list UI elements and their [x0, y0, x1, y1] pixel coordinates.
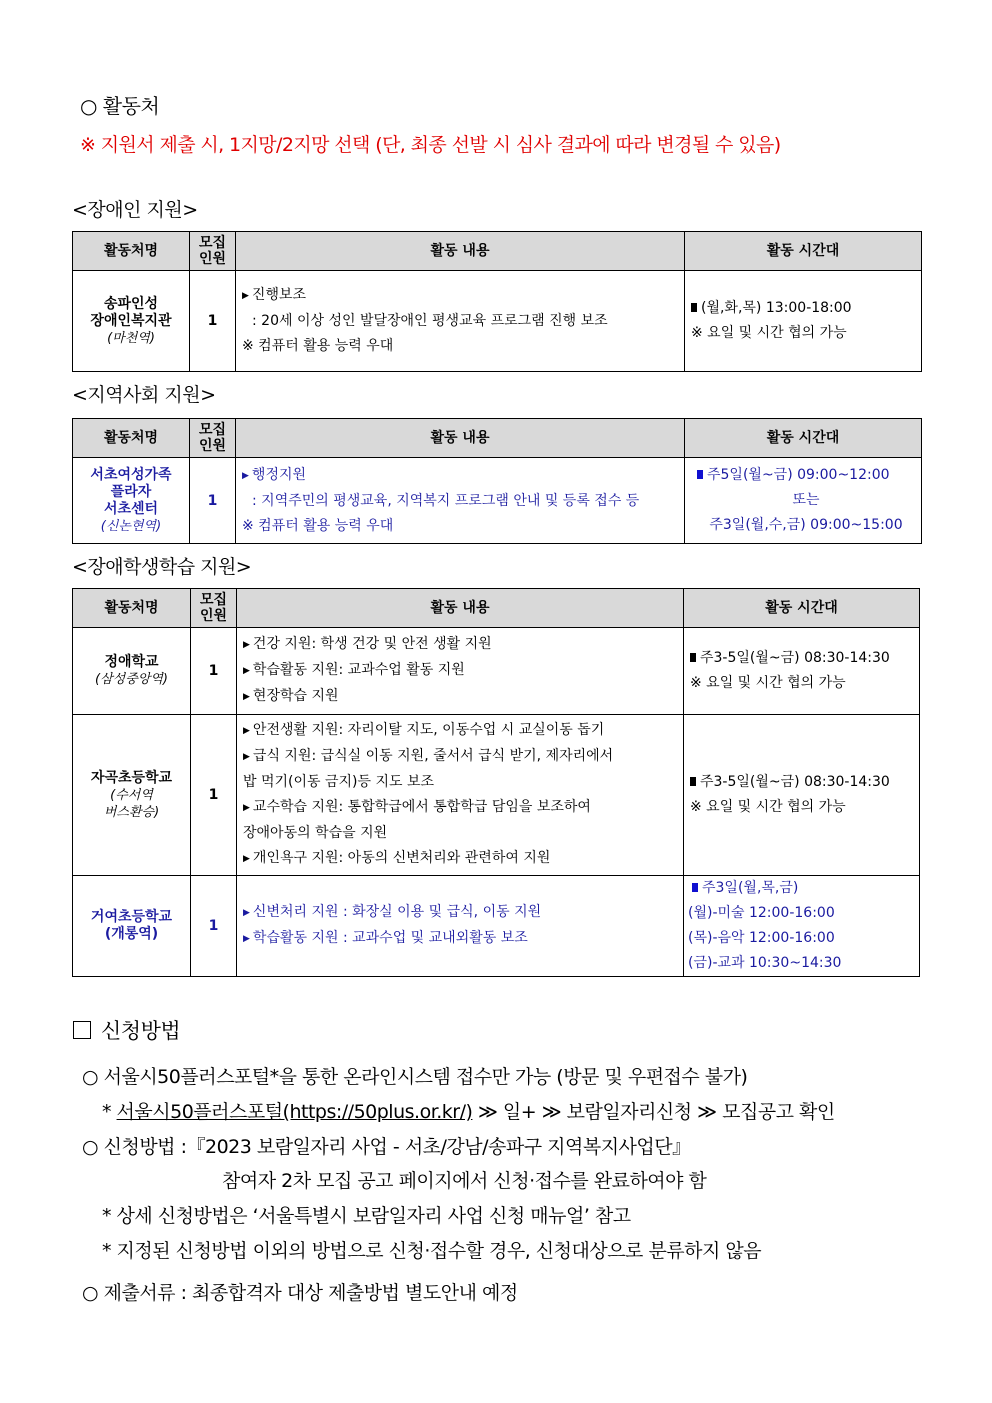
table-community-support: [72, 418, 922, 544]
table-row: [73, 628, 920, 715]
header-name: 활동처명: [73, 589, 191, 628]
portal-link[interactable]: 서울시50플러스포털(https://50plus.or.kr/): [116, 1101, 473, 1123]
activity-time: (월,화,목) 13:00-18:00 ※ 요일 및 시간 협의 가능: [685, 271, 922, 372]
apply-line-documents: ○ 제출서류 : 최종합격자 대상 제출방법 별도안내 예정: [82, 1282, 518, 1304]
triangle-bullet-icon: ▶: [243, 640, 250, 650]
station: (신논현역): [100, 518, 162, 534]
table-header-row: [73, 232, 922, 271]
activity-content: ▶ 건강 지원: 학생 건강 및 안전 생활 지원 ▶ 학습활동 지원: 교과수업 활동 지원 ▶ 현장학습 지원: [237, 628, 684, 715]
site-name: 거여초등학교 (개롱역): [73, 876, 191, 977]
apply-line-manual-note: * 상세 신청방법은 ‘서울특별시 보람일자리 사업 신청 매뉴얼’ 참고: [102, 1205, 631, 1227]
activity-content: ▶ 안전생활 지원: 자리이탈 지도, 이동수업 시 교실이동 돕기 ▶ 급식 지원: 급식실 이동 지원, 줄서서 급식 받기, 제자리에서 밥 먹기(이동 금지)등 지도 보조 ▶ 교수학습 지원: 통합학급에서 통합학급 담임을 보조하여 장애아동의 학습을 지원 ▶ 개인욕구 지원: 아동의 신변처리와 관련하여 지원: [237, 715, 684, 876]
table-student-learning-support: [72, 588, 920, 977]
apply-line-online-only: ○ 서울시50플러스포털*을 통한 온라인시스템 접수만 가능 (방문 및 우편접수 불가): [82, 1066, 748, 1088]
header-count: 모집 인원: [190, 419, 236, 458]
recruit-count: 1: [191, 876, 237, 977]
site-name: 자곡초등학교 (수서역 버스환승): [73, 715, 191, 876]
triangle-bullet-icon: ▶: [243, 934, 250, 944]
triangle-bullet-icon: ▶: [242, 470, 249, 481]
square-bullet-icon: [697, 470, 703, 479]
apply-line-portal-path: * 서울시50플러스포털(https://50plus.or.kr/) ≫ 일+ ≫ 보람일자리신청 ≫ 모집공고 확인: [102, 1101, 835, 1123]
recruit-count: 1: [190, 271, 236, 372]
site-name: 서초여성가족 플라자 서초센터 (신논현역): [73, 458, 190, 544]
square-bullet-icon: [691, 303, 697, 312]
header-time: 활동 시간대: [685, 232, 922, 271]
header-count: 모집 인원: [190, 232, 236, 271]
recruit-count: 1: [191, 628, 237, 715]
header-name: 활동처명: [73, 419, 190, 458]
recruit-count: 1: [191, 715, 237, 876]
header-content: 활동 내용: [237, 589, 684, 628]
header-content: 활동 내용: [236, 419, 685, 458]
table-row: [73, 715, 920, 876]
apply-line-method-cont: 참여자 2차 모집 공고 페이지에서 신청·접수를 완료하여야 함: [222, 1170, 707, 1192]
triangle-bullet-icon: ▶: [242, 291, 249, 301]
triangle-bullet-icon: ▶: [243, 908, 250, 918]
activity-time: 주3-5일(월~금) 08:30-14:30 ※ 요일 및 시간 협의 가능: [684, 715, 920, 876]
activity-time: 주5일(월~금) 09:00~12:00 또는 주3일(월,수,금) 09:00~15:00: [685, 458, 922, 544]
triangle-bullet-icon: ▶: [243, 692, 250, 702]
triangle-bullet-icon: ▶: [243, 803, 250, 813]
apply-method-heading: 신청방법: [73, 1015, 180, 1045]
table-row: [73, 458, 922, 544]
checkbox-square-icon: [73, 1021, 91, 1039]
section-title-student-learning-support: <장애학생학습 지원>: [72, 556, 252, 578]
square-bullet-icon: [690, 653, 696, 662]
apply-line-method: ○ 신청방법 :『2023 보람일자리 사업 - 서초/강남/송파구 지역복지사업단』: [82, 1136, 691, 1158]
square-bullet-icon: [690, 777, 696, 786]
apply-line-other-method-note: * 지정된 신청방법 이외의 방법으로 신청·접수할 경우, 신청대상으로 분류하지 않음: [102, 1240, 762, 1262]
table-row: [73, 271, 922, 372]
activity-content: ▶ 행정지원 : 지역주민의 평생교육, 지역복지 프로그램 안내 및 등록 접수 등 ※ 컴퓨터 활용 능력 우대: [236, 458, 685, 544]
station: (마천역): [107, 330, 155, 346]
table-disability-support: [72, 231, 922, 372]
station: (수서역: [110, 787, 153, 803]
section-title-community-support: <지역사회 지원>: [72, 384, 216, 406]
site-name: 정애학교 (삼성중앙역): [73, 628, 191, 715]
section-title-disability-support: <장애인 지원>: [72, 199, 198, 221]
triangle-bullet-icon: ▶: [243, 854, 250, 864]
selection-note: ※ 지원서 제출 시, 1지망/2지망 선택 (단, 최종 선발 시 심사 결과에 따라 변경될 수 있음): [80, 134, 781, 156]
recruit-count: 1: [190, 458, 236, 544]
section-heading-activity-sites: ○ 활동처: [80, 94, 160, 118]
activity-time: 주3일(월,목,금) (월)-미술 12:00-16:00 (목)-음악 12:00-16:00 (금)-교과 10:30~14:30: [684, 876, 920, 977]
header-time: 활동 시간대: [684, 589, 920, 628]
header-content: 활동 내용: [236, 232, 685, 271]
header-name: 활동처명: [73, 232, 190, 271]
site-name: 송파인성 장애인복지관 (마천역): [73, 271, 190, 372]
activity-time: 주3-5일(월~금) 08:30-14:30 ※ 요일 및 시간 협의 가능: [684, 628, 920, 715]
triangle-bullet-icon: ▶: [243, 666, 250, 676]
header-time: 활동 시간대: [685, 419, 922, 458]
activity-content: ▶ 신변처리 지원 : 화장실 이용 및 급식, 이동 지원 ▶ 학습활동 지원 : 교과수업 및 교내외활동 보조: [237, 876, 684, 977]
triangle-bullet-icon: ▶: [243, 726, 250, 736]
station: (삼성중앙역): [95, 672, 168, 687]
triangle-bullet-icon: ▶: [243, 752, 250, 762]
table-header-row: [73, 419, 922, 458]
table-row: [73, 876, 920, 977]
square-bullet-icon: [692, 883, 698, 892]
table-header-row: [73, 589, 920, 628]
header-count: 모집 인원: [191, 589, 237, 628]
activity-content: ▶ 진행보조 : 20세 이상 성인 발달장애인 평생교육 프로그램 진행 보조 ※ 컴퓨터 활용 능력 우대: [236, 271, 685, 372]
